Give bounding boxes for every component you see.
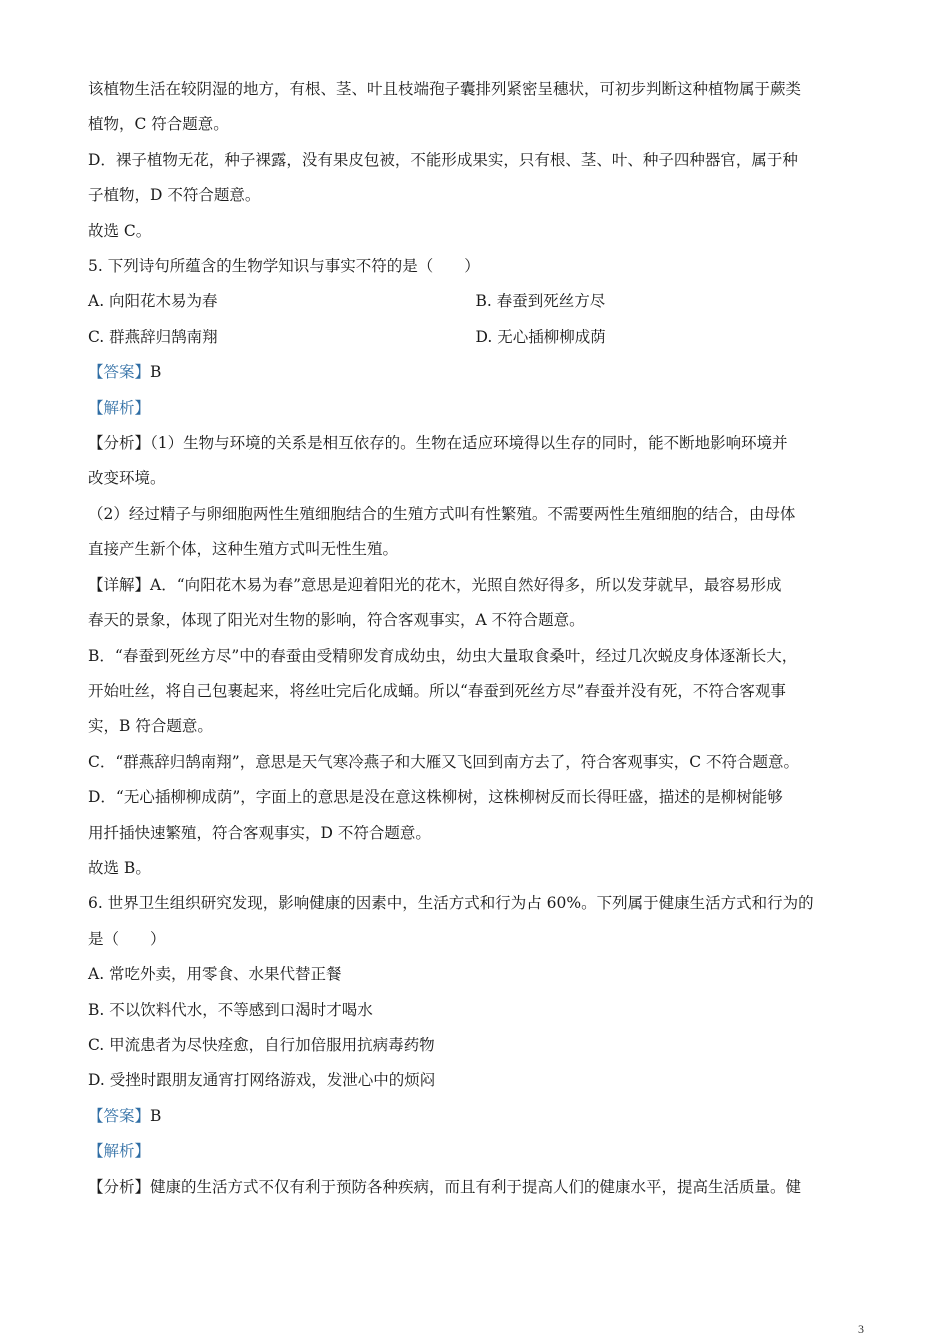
text-line: B．“春蚕到死丝方尽”中的春蚕由受精卵发育成幼虫，幼虫大量取食桑叶，经过几次蜕皮身体逐渐长大， [88,646,798,665]
fenxi-tag: 【分析】 [88,1177,151,1196]
text-line: 故选 C。 [88,221,152,240]
analysis-line [88,426,863,461]
question-6-stem: 6. 世界卫生组织研究发现，影响健康的因素中，生活方式和行为占 60%。下列属于健康生活方式和行为的 [88,894,814,913]
text-line: 春天的景象，体现了阳光对生物的影响，符合客观事实，A 不符合题意。 [88,611,585,630]
page-number: 3 [858,1322,864,1336]
option-d: D. 无心插柳柳成荫 [475,327,606,346]
analysis-line [88,1170,863,1205]
answer-line [88,1099,863,1134]
answer-value: B [150,1106,162,1125]
question-5-stem: 5. 下列诗句所蕴含的生物学知识与事实不符的是（ ） [88,257,480,276]
analysis-tag: 【解析】 [88,1142,151,1161]
text-line: D．“无心插柳柳成荫”，字面上的意思是没在意这株柳树，这株柳树反而长得旺盛，描述的是柳树能够 [88,788,783,807]
option-c: C. 甲流患者为尽快痊愈，自行加倍服用抗病毒药物 [88,1035,435,1054]
text-line: （2）经过精子与卵细胞两性生殖细胞结合的生殖方式叫有性繁殖。不需要两性生殖细胞的结合，由母体 [88,504,796,523]
option-a: A. 常吃外卖，用零食、水果代替正餐 [88,965,342,984]
analysis-tag: 【解析】 [88,398,151,417]
text-line: D．裸子植物无花，种子裸露，没有果皮包被，不能形成果实，只有根、茎、叶、种子四种器官，属于种 [88,150,798,169]
question-5-options-row-2 [88,320,863,355]
document-page [88,72,863,1205]
xiangjie-tag: 【详解】 [88,575,151,594]
detail-line [88,568,863,603]
text-line: C．“群燕辞归鹄南翔”，意思是天气寒冷燕子和大雁又飞回到南方去了，符合客观事实，C 不符合题意。 [88,752,799,771]
text-line: 植物，C 符合题意。 [88,115,229,134]
answer-value: B [150,363,162,382]
text-line: 该植物生活在较阴湿的地方，有根、茎、叶且枝端孢子囊排列紧密呈穗状，可初步判断这种植物属于蕨类 [88,80,802,98]
text-line: 直接产生新个体，这种生殖方式叫无性生殖。 [88,540,399,559]
text-line: 开始吐丝，将自己包裹起来，将丝吐完后化成蛹。所以“春蚕到死丝方尽”春蚕并没有死，不符合客观事 [88,681,786,700]
option-b: B. 春蚕到死丝方尽 [475,292,606,311]
text-line: 子植物，D 不符合题意。 [88,186,261,205]
question-6-stem-cont: 是（ ） [88,929,166,948]
text-line: 故选 B。 [88,858,151,877]
fenxi-tag: 【分析】 [88,434,151,453]
fenxi-text: 健康的生活方式不仅有利于预防各种疾病，而且有利于提高人们的健康水平，提高生活质量。健 [150,1177,802,1196]
text-line: 改变环境。 [88,469,166,488]
text-line: 用扦插快速繁殖，符合客观事实，D 不符合题意。 [88,823,431,842]
fenxi-text: （1）生物与环境的关系是相互依存的。生物在适应环境得以生存的同时，能不断地影响环境并 [150,434,788,453]
option-b: B. 不以饮料代水，不等感到口渴时才喝水 [88,1000,373,1019]
text-line: 实，B 符合题意。 [88,717,213,736]
question-5-options-row-1 [88,284,863,319]
option-c: C. 群燕辞归鹄南翔 [88,327,218,346]
xiangjie-text: A．“向阳花木易为春”意思是迎着阳光的花木，光照自然好得多，所以发芽就早，最容易形成 [150,575,782,594]
answer-tag: 【答案】 [88,1106,151,1125]
answer-tag: 【答案】 [88,363,151,382]
option-d: D. 受挫时跟朋友通宵打网络游戏，发泄心中的烦闷 [88,1071,436,1090]
answer-line [88,355,863,390]
option-a: A. 向阳花木易为春 [88,292,218,311]
